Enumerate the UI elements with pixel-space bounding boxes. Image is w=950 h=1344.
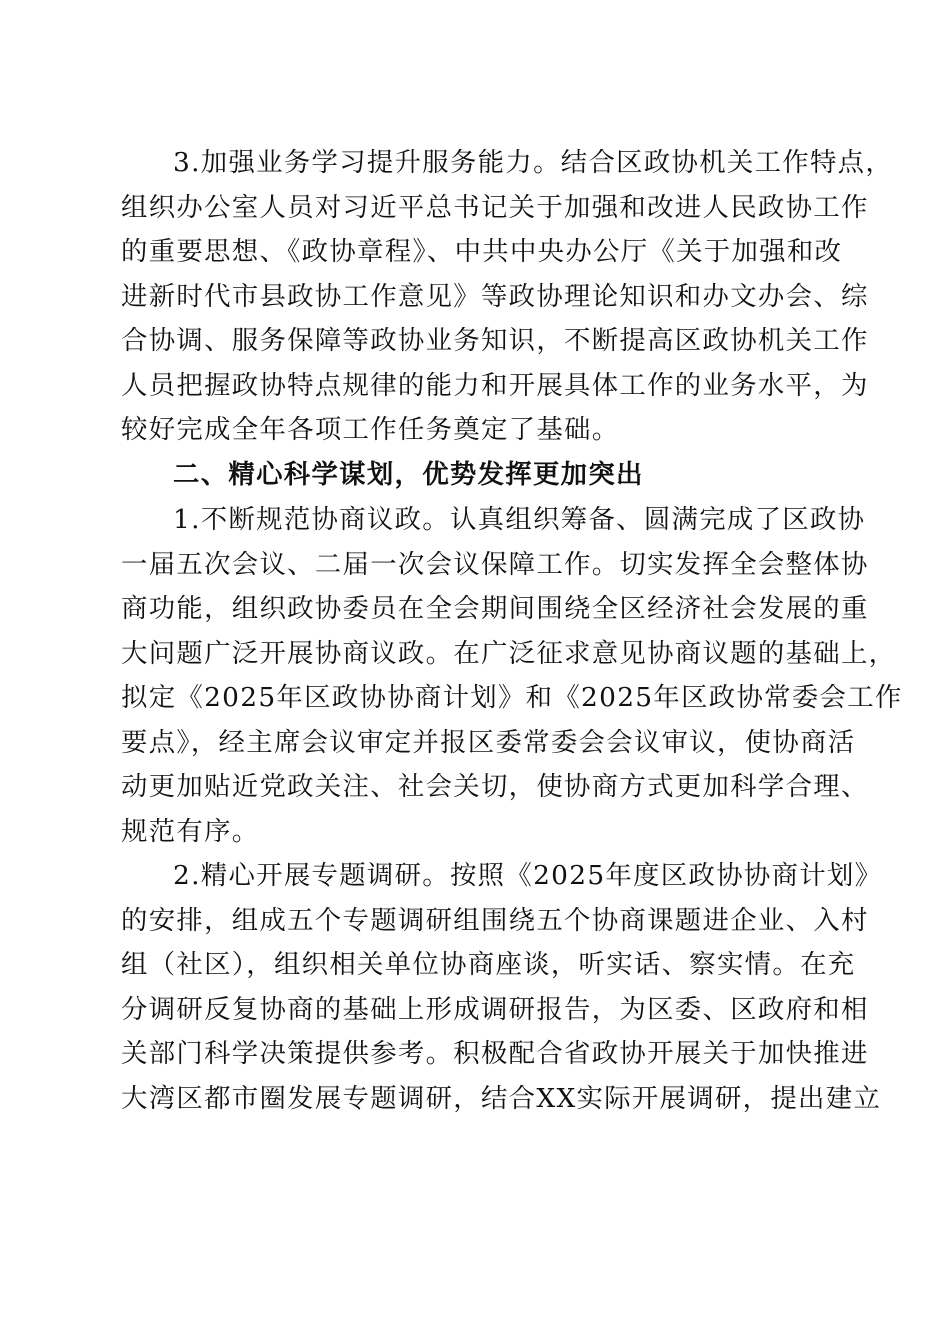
paragraph-line: 关部门科学决策提供参考。积极配合省政协开展关于加快推进 <box>121 1038 869 1069</box>
paragraph-line: 拟定《2025年区政协协商计划》和《2025年区政协常委会工作 <box>121 682 903 713</box>
section-heading-2 <box>121 453 841 498</box>
paragraph-line: 一届五次会议、二届一次会议保障工作。切实发挥全会整体协 <box>121 548 869 580</box>
paragraph-line: 组织办公室人员对习近平总书记关于加强和改进人民政协工作 <box>121 191 869 223</box>
paragraph-line: 的重要思想、《政协章程》、中共中央办公厅《关于加强和改 <box>121 236 843 267</box>
paragraph-line: 要点》，经主席会议审定并报区委常委会会议审议，使协商活 <box>121 726 856 758</box>
paragraph-line: 人员把握政协特点规律的能力和开展具体工作的业务水平，为 <box>121 369 869 401</box>
paragraph-line: 较好完成全年各项工作任务奠定了基础。 <box>121 414 620 445</box>
paragraph-line: 合协调、服务保障等政协业务知识，不断提高区政协机关工作 <box>121 325 869 356</box>
paragraph-line: 的安排，组成五个专题调研组围绕五个协商课题进企业、入村 <box>121 904 869 936</box>
section-heading-text: 二、精心科学谋划，优势发挥更加突出 <box>173 459 644 490</box>
paragraph-2-research <box>121 854 883 1121</box>
paragraph-line: 大湾区都市圈发展专题调研，结合XX实际开展调研，提出建立 <box>121 1082 882 1114</box>
paragraph-line: 进新时代市县政协工作意见》等政协理论知识和办文办会、综 <box>121 280 869 312</box>
paragraph-line: 3.加强业务学习提升服务能力。结合区政协机关工作特点， <box>173 147 894 178</box>
paragraph-line: 组（社区），组织相关单位协商座谈，听实话、察实情。在充 <box>121 949 856 980</box>
paragraph-line: 动更加贴近党政关注、社会关切，使协商方式更加科学合理、 <box>121 771 869 802</box>
paragraph-line: 规范有序。 <box>121 815 260 847</box>
paragraph-3-strengthen-study <box>121 141 894 453</box>
paragraph-line: 1.不断规范协商议政。认真组织筹备、圆满完成了区政协 <box>173 504 866 535</box>
paragraph-line: 分调研反复协商的基础上形成调研报告，为区委、区政府和相 <box>121 993 869 1025</box>
paragraph-line: 大问题广泛开展协商议政。在广泛征求意见协商议题的基础上， <box>121 637 897 669</box>
paragraph-1-consultation <box>121 498 903 854</box>
paragraph-line: 商功能，组织政协委员在全会期间围绕全区经济社会发展的重 <box>121 593 869 624</box>
paragraph-line: 2.精心开展专题调研。按照《2025年度区政协协商计划》 <box>173 860 883 891</box>
